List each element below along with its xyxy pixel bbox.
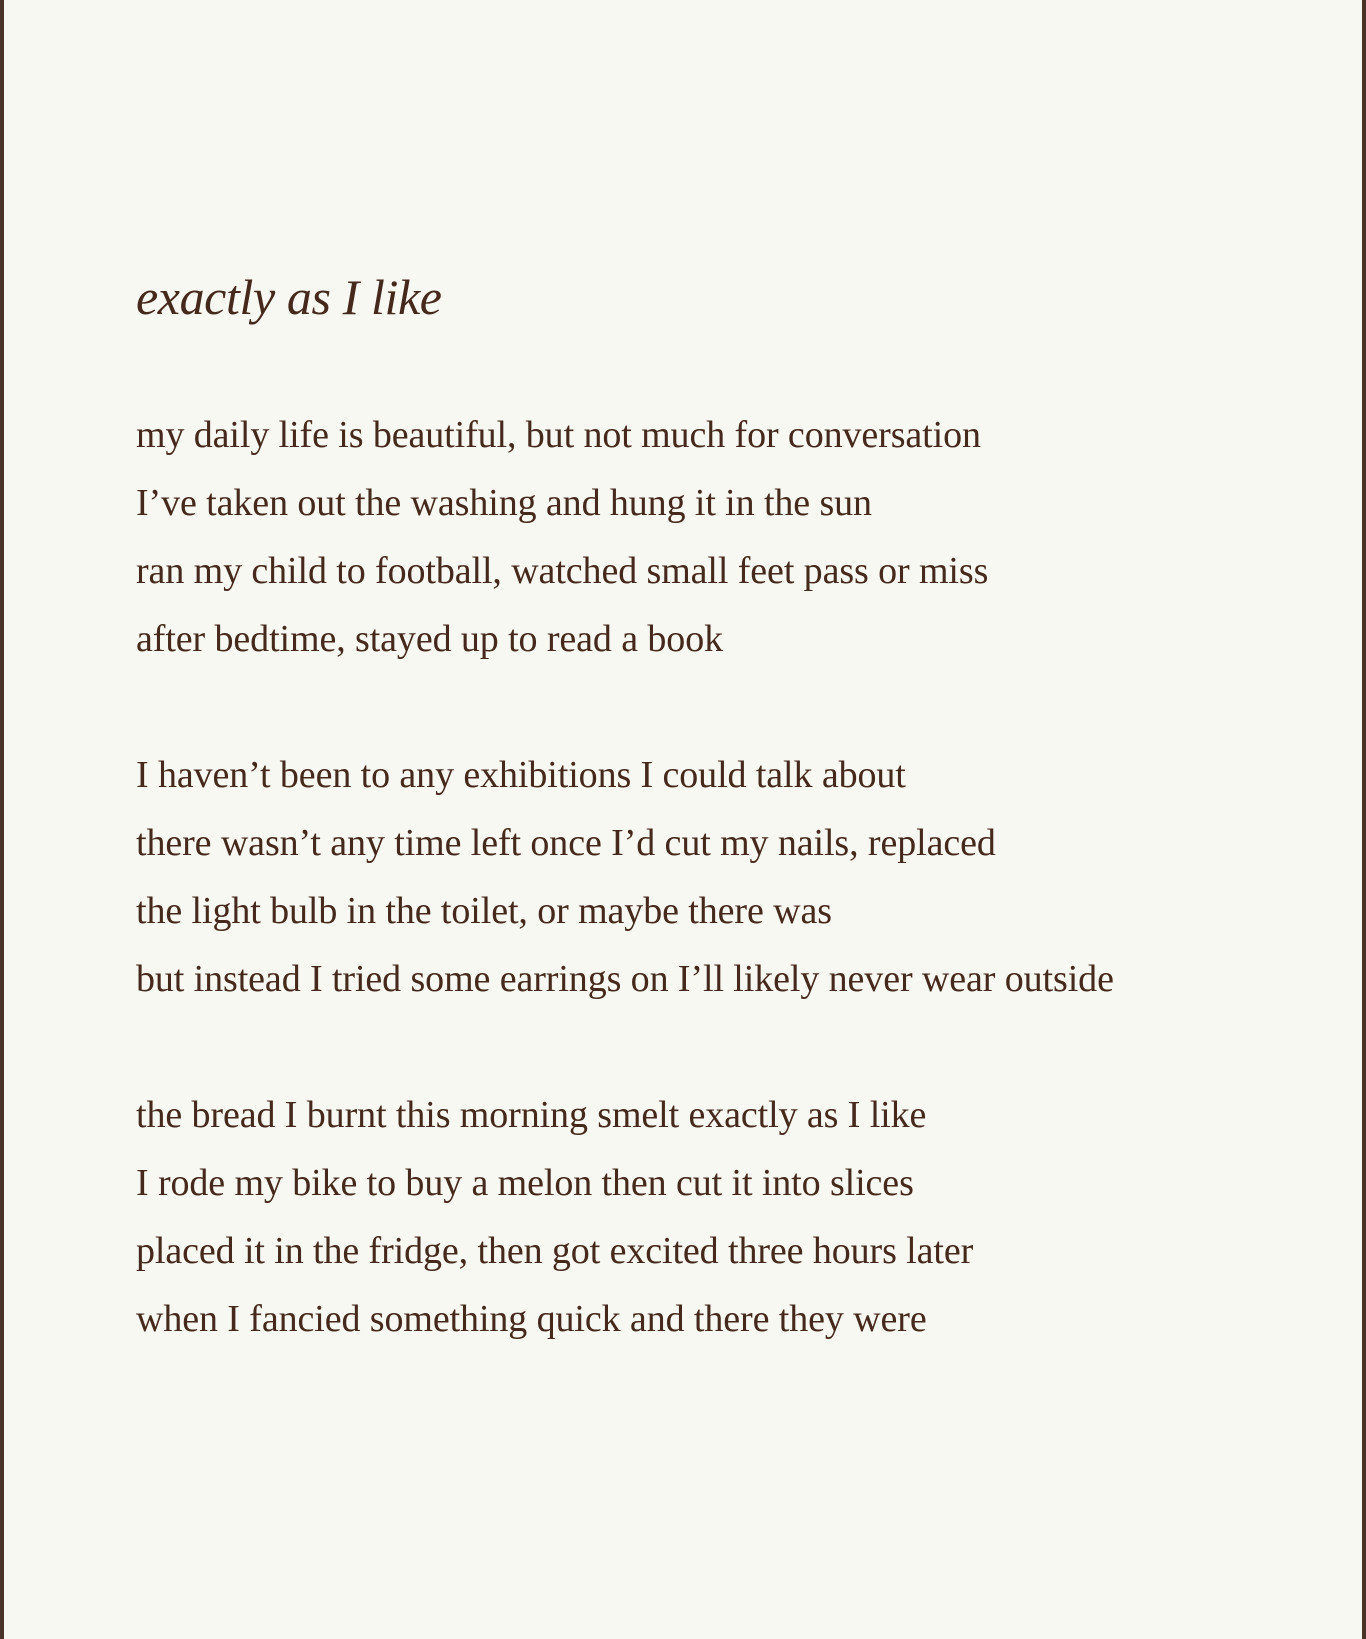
poem-line: placed it in the fridge, then got excited three hours later [136,1230,974,1272]
poem-line: I haven’t been to any exhibitions I could talk about [136,754,906,796]
poem-line: the light bulb in the toilet, or maybe there was [136,890,832,932]
poem-line: there wasn’t any time left once I’d cut my nails, replaced [136,822,996,864]
poem-line: when I fancied something quick and there they were [136,1298,927,1340]
poem-line: after bedtime, stayed up to read a book [136,618,723,660]
poem-line: but instead I tried some earrings on I’ll likely never wear outside [136,958,1114,1000]
poem-line: I rode my bike to buy a melon then cut it into slices [136,1162,914,1204]
stanza-2 [136,741,1316,1013]
stanza-3 [136,1081,1316,1353]
poem [136,270,1316,1353]
poem-line: ran my child to football, watched small feet pass or miss [136,550,989,592]
document-page [4,0,1362,1639]
poem-line: the bread I burnt this morning smelt exactly as I like [136,1094,927,1136]
poem-line: my daily life is beautiful, but not much for conversation [136,414,981,456]
stanza-1 [136,401,1316,673]
poem-title: exactly as I like [136,269,442,325]
poem-line: I’ve taken out the washing and hung it in the sun [136,482,872,524]
